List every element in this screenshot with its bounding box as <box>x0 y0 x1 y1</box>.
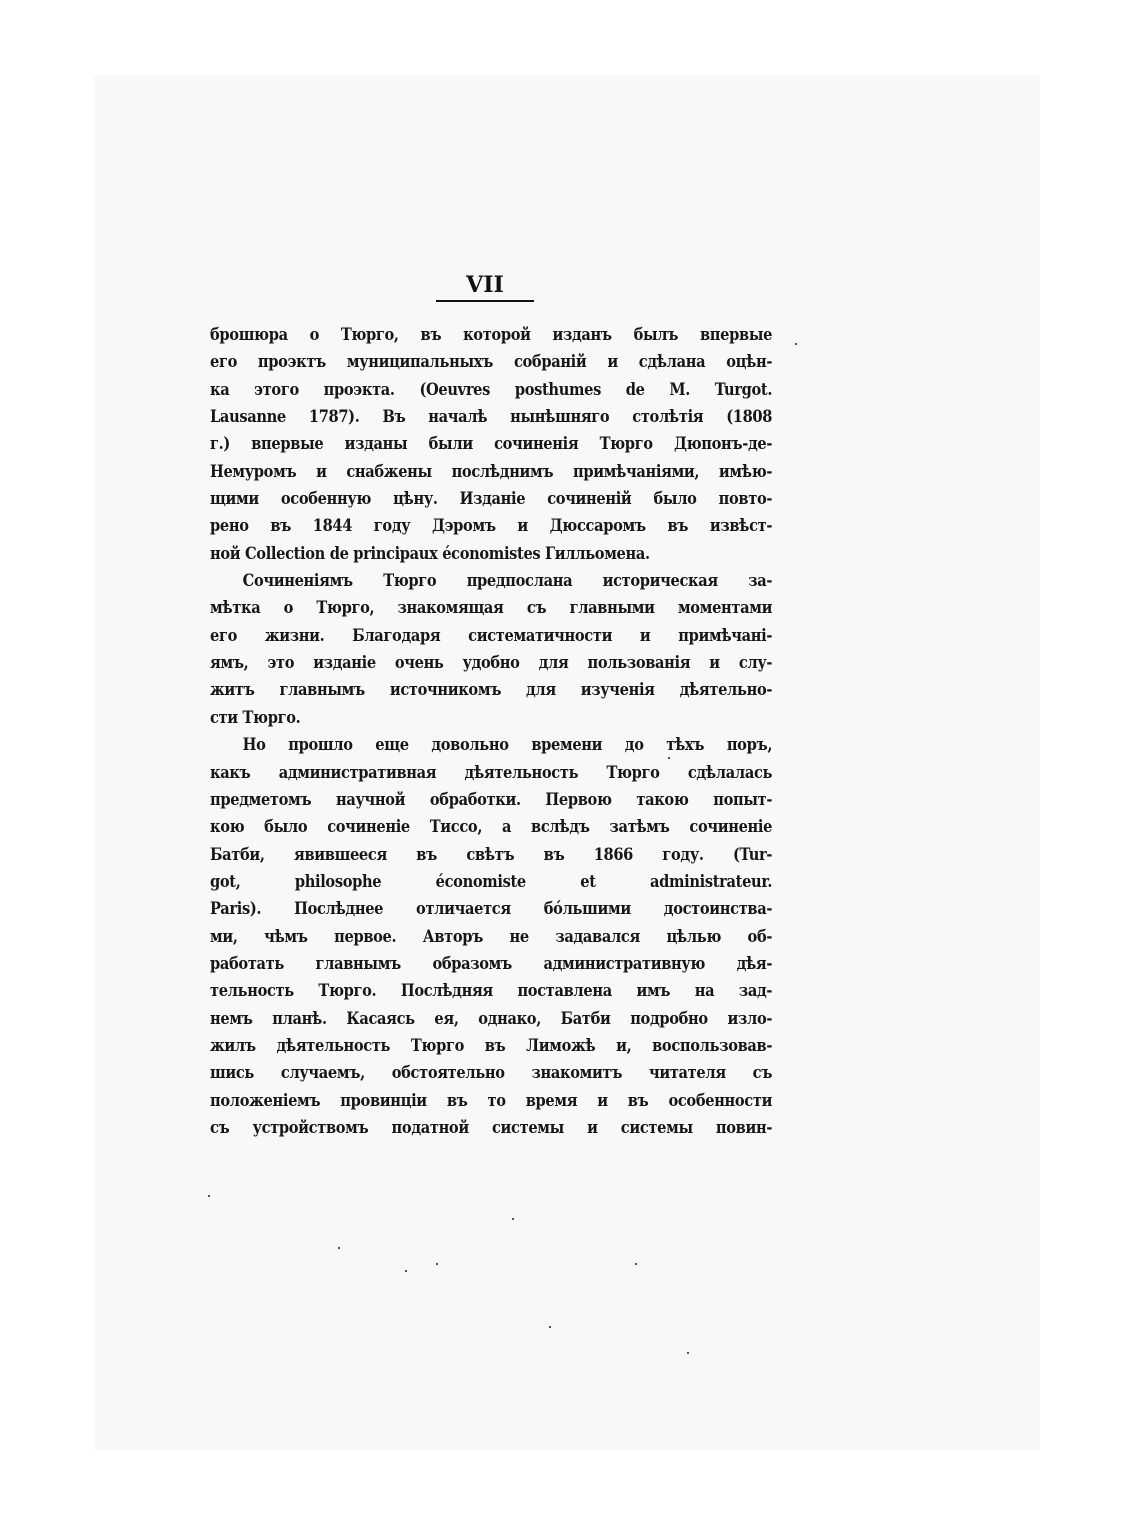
scan-speck <box>405 1270 407 1272</box>
text-line: г.) впервые изданы были сочиненія Тюрго Дюпонъ-де- <box>210 434 773 455</box>
text-line: его проэктъ муниципальныхъ собраній и сдѣлана оцѣн- <box>210 352 773 373</box>
text-line: жилъ дѣятельность Тюрго въ Лиможѣ и, воспользовав- <box>210 1035 773 1056</box>
text-line: работать главнымъ образомъ административную дѣя- <box>210 953 773 974</box>
text-line: ми, чѣмъ первое. Авторъ не задавался цѣлью об- <box>210 926 773 947</box>
text-line: съ устройствомъ податной системы и системы повин- <box>210 1117 773 1138</box>
text-line: житъ главнымъ источникомъ для изученія дѣятельно- <box>210 680 773 701</box>
scan-speck <box>795 343 797 345</box>
scan-speck <box>208 1195 210 1197</box>
text-line: положеніемъ провинціи въ то время и въ особенности <box>210 1090 773 1111</box>
text-line: щими особенную цѣну. Изданіе сочиненій было повто- <box>210 489 773 510</box>
scan-speck <box>436 1263 438 1265</box>
body-text <box>210 322 772 1142</box>
text-line: Немуромъ и снабжены послѣднимъ примѣчаніями, имѣю- <box>210 461 773 482</box>
text-line: Батби, явившееся въ свѣтъ въ 1866 году. (Tur- <box>210 844 773 865</box>
text-line: ка этого проэкта. (Oeuvres posthumes de M. Turgot. <box>210 379 773 400</box>
text-line: ямъ, это изданіе очень удобно для пользованія и слу- <box>210 653 773 674</box>
scan-speck <box>512 1218 514 1220</box>
scan-speck <box>687 1352 689 1354</box>
text-line: Paris). Послѣднее отличается бóльшими достоинства- <box>210 899 773 920</box>
scan-speck <box>635 1263 637 1265</box>
text-line: предметомъ научной обработки. Первою такою попыт- <box>210 789 773 810</box>
text-line: брошюра о Тюрго, въ которой изданъ былъ впервые <box>210 325 773 345</box>
text-line: Сочиненіямъ Тюрго предпослана историческая за- <box>242 571 773 592</box>
page-number: VII <box>436 272 534 302</box>
text-line: мѣтка о Тюрго, знакомящая съ главными моментами <box>210 598 773 619</box>
text-line: его жизни. Благодаря систематичности и примѣчані- <box>210 625 773 646</box>
text-line: немъ планѣ. Касаясь ея, однако, Батби подробно изло- <box>210 1008 773 1029</box>
scan-speck <box>549 1326 551 1328</box>
scan-speck <box>338 1247 340 1249</box>
text-line: got, philosophe économiste et administrateur. <box>210 871 773 892</box>
paragraph-2 <box>210 568 772 732</box>
text-line: рено въ 1844 году Дэромъ и Дюссаромъ въ извѣст- <box>210 516 773 537</box>
text-line: шись случаемъ, обстоятельно знакомитъ читателя съ <box>210 1063 773 1084</box>
scan-speck <box>668 757 670 759</box>
text-line: Lausanne 1787). Въ началѣ нынѣшняго столѣтія (1808 <box>210 407 773 428</box>
text-line: ной Collection de principaux économistes Гилльомена. <box>210 543 650 564</box>
text-line: кою было сочиненіе Тиссо, а вслѣдъ затѣмъ сочиненіе <box>210 817 773 838</box>
paragraph-3 <box>210 732 772 1142</box>
paragraph-1 <box>210 322 772 568</box>
text-line: сти Тюрго. <box>210 707 301 728</box>
text-line: тельность Тюрго. Послѣдняя поставлена имъ на зад- <box>210 981 773 1002</box>
text-line: какъ административная дѣятельность Тюрго сдѣлалась <box>210 762 773 783</box>
text-line: Но прошло еще довольно времени до тѣхъ поръ, <box>242 735 773 756</box>
